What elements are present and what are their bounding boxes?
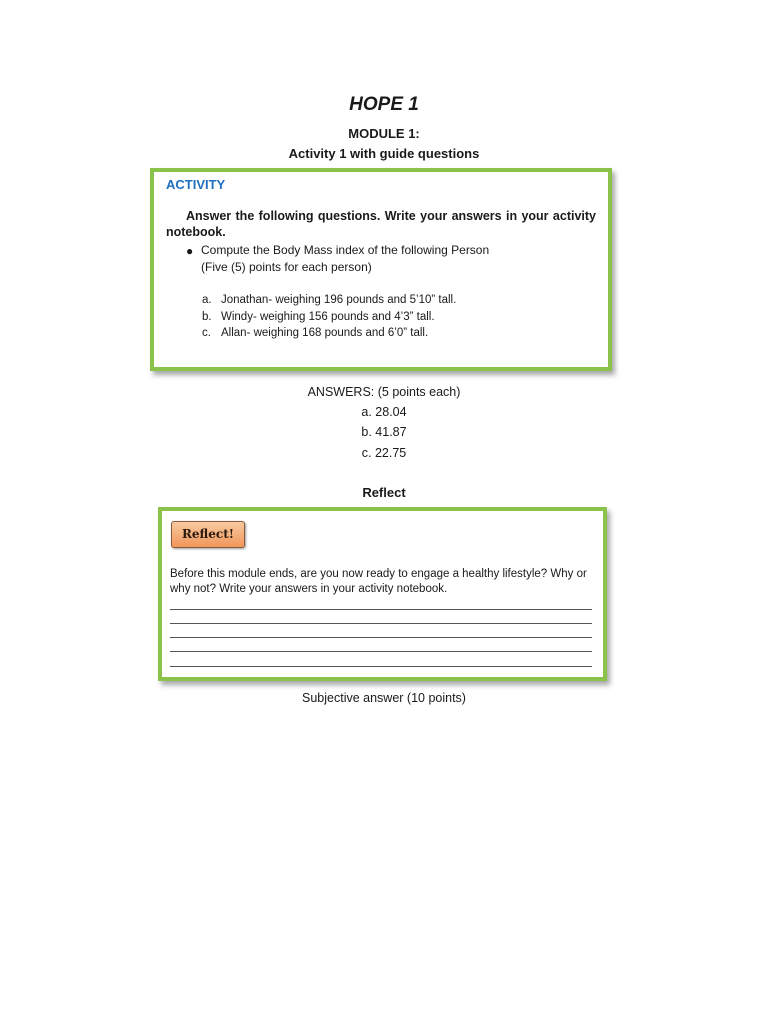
activity-subtitle: Activity 1 with guide questions: [288, 146, 480, 161]
bullet-text-line1: Compute the Body Mass index of the following Person: [201, 243, 490, 257]
reflect-prompt: Before this module ends, are you now ready to engage a healthy lifestyle? Why or why not? Write your answers in your activity notebook.: [170, 568, 587, 595]
list-item-text: Jonathan- weighing 196 pounds and 5’10” tall.: [221, 294, 457, 306]
answer-line: [170, 623, 592, 624]
list-item-text: Allan- weighing 168 pounds and 6’0” tall.: [221, 327, 429, 339]
activity-heading: ACTIVITY: [166, 177, 226, 192]
activity-instruction: Answer the following questions. Write your answers in your activity notebook.: [166, 209, 596, 239]
answer-line: [170, 666, 592, 667]
answer-line: [170, 651, 592, 652]
activity-box: [150, 168, 612, 371]
list-marker: b.: [202, 310, 212, 323]
bullet-text-line2: (Five (5) points for each person): [201, 260, 372, 274]
reflect-heading: Reflect: [362, 485, 406, 500]
document-title: HOPE 1: [349, 94, 419, 115]
list-item: [202, 309, 456, 326]
list-marker: c.: [202, 327, 211, 339]
answer-a: a. 28.04: [361, 405, 407, 419]
list-item-text: Windy- weighing 156 pounds and 4’3” tall.: [221, 310, 435, 323]
list-item: [202, 325, 456, 342]
subjective-note: Subjective answer (10 points): [302, 691, 466, 705]
reflect-badge: Reflect!: [171, 521, 245, 548]
bullet-icon: ●: [186, 244, 194, 258]
answer-b: b. 41.87: [361, 425, 407, 439]
module-label: MODULE 1:: [348, 126, 420, 141]
person-list: [202, 292, 456, 342]
list-marker: a.: [202, 294, 212, 306]
reflect-box: [158, 507, 607, 681]
answer-c: c. 22.75: [361, 446, 407, 460]
list-item: [202, 292, 456, 309]
answer-line: [170, 637, 592, 638]
answers-heading: ANSWERS: (5 points each): [307, 385, 461, 399]
answer-line: [170, 609, 592, 610]
